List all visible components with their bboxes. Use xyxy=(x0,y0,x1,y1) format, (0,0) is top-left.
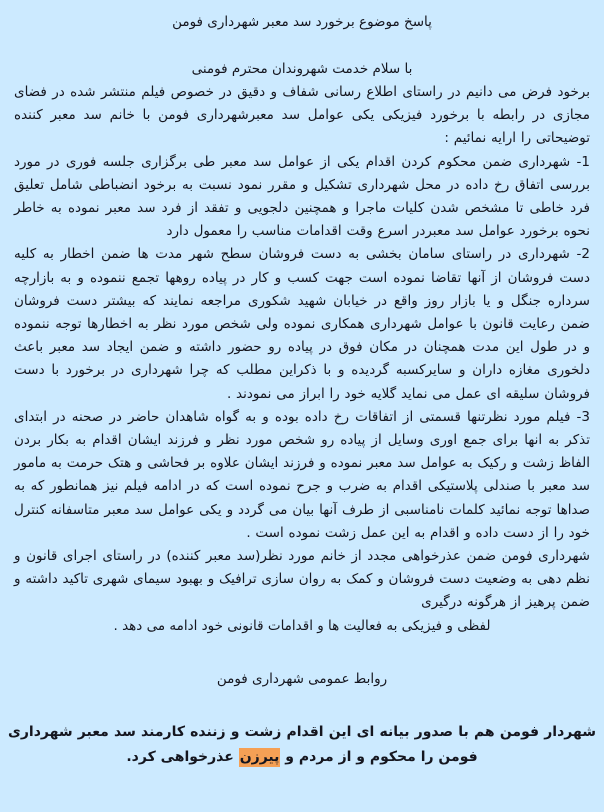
item-3-text: فیلم مورد نظرتنها قسمتی از اتفاقات رخ داده بوده و به گواه شاهدان حاضر در صحنه در ابتدای تذکر به انها برای جمع اوری وسایل از پیاده رو شخص مورد نظر و فرزند ایشان اقدام به بکار بردن الفاظ زشت و رکیک به عوامل سد معبر نموده و فرزند ایشان علاوه بر فحاشی و هتک حرمت به مامور سد معبر با صندلی پلاستیکی اقدام به ضرب و جرح نموده است که در ادامه فیلم نیز همانطور که به صداها توجه نمائید کلمات نامناسبی از طرف آنها بیان می گردد و یکی عوامل سد معبر متاسفانه کنترل خود را از دست داده و اقدام به این عمل زشت نموده است . xyxy=(14,408,590,541)
numbered-item-3 xyxy=(10,406,594,545)
highlighted-term: پیرزن xyxy=(239,748,280,765)
item-3-number: 3- xyxy=(576,408,590,425)
mayor-statement-part-1: شهردار فومن هم با صدور بیانه ای این اقدام زشت و زننده کارمند سد معبر شهرداری فومن را محکوم و از مردم و xyxy=(8,723,596,765)
item-1-text: شهرداری ضمن محکوم کردن اقدام یکی از عوامل سد معبر طی برگزاری جلسه فوری در مورد بررسی اتفاق رخ داده در محل شهرداری تشکیل و مقرر نمود نسبت به برخود انضباطی شامل تعلیق فرد خاطی تا مشخص شدن کلیات ماجرا و همچنین دلجویی و تفقد از فرد سد معبر نموده به خاطر نحوه برخورد عوامل سد معبردر اسرع وقت اقدامات مناسب را معمول دارد xyxy=(14,153,590,240)
body-block xyxy=(0,81,604,638)
page-title: پاسخ موضوع برخورد سد معبر شهرداری فومن xyxy=(172,14,432,30)
numbered-item-1 xyxy=(10,151,594,244)
salutation-line: با سلام خدمت شهروندان محترم فومنی xyxy=(191,61,413,77)
mayor-statement xyxy=(0,720,604,770)
item-1-number: 1- xyxy=(576,153,591,170)
conclusion-final-line: لفظی و فیزیکی به فعالیت ها و اقدامات قانونی خود ادامه می دهد . xyxy=(113,617,491,634)
mayor-statement-part-2: عذرخواهی کرد. xyxy=(126,748,239,765)
numbered-item-2 xyxy=(10,243,594,405)
conclusion-paragraph: شهرداری فومن ضمن عذرخواهی مجدد از خانم مورد نظر(سد معبر کننده) در راستای اجرای قانون و نظم دهی به وضعیت دست فروشان و کمک به روان سازی ترافیک و بهبود سیمای شهری تاکید داشته و ضمن پرهیز از هرگونه درگیری xyxy=(14,548,590,611)
intro-paragraph: برخود فرض می دانیم در راستای اطلاع رسانی شفاف و دقیق در خصوص فیلم منتشر شده در فضای مجازی در رابطه با برخورد فیزیکی یکی عوامل سد معبرشهرداری فومن با خانم سد معبر کننده توضیحاتی را ارایه نمائیم : xyxy=(14,84,590,147)
item-2-number: 2- xyxy=(576,246,590,263)
signature-line: روابط عمومی شهرداری فومن xyxy=(216,670,388,687)
item-2-text: شهرداری در راستای سامان بخشی به دست فروشان سطح شهر مدت ها ضمن اخطار به کلیه دست فروشان از آنها تقاضا نموده است جهت کسب و کار در پیاده روهها تجمع ننموده و به بازارچه سرداره جنگل و یا بازار روز واقع در خیابان شهید شکوری مراجعه نمایند که بیشتر دست فروشان ضمن رعایت قانون با عوامل شهرداری همکاری نموده ولی شخص مورد نظر به اخطارها توجه ننموده و در طول این مدت همچنان در مکان فوق در پیاده رو حضور داشته و ضمن ایجاد سد معبر باعث دلخوری مغازه داران و سایرکسبه گردیده و با ذکراین مطلب که چرا شهرداری در برخورد با دست فروشان سلیقه ای عمل می نماید گلایه خود را ابراز می نمودند . xyxy=(14,246,590,402)
document-page xyxy=(0,12,604,812)
